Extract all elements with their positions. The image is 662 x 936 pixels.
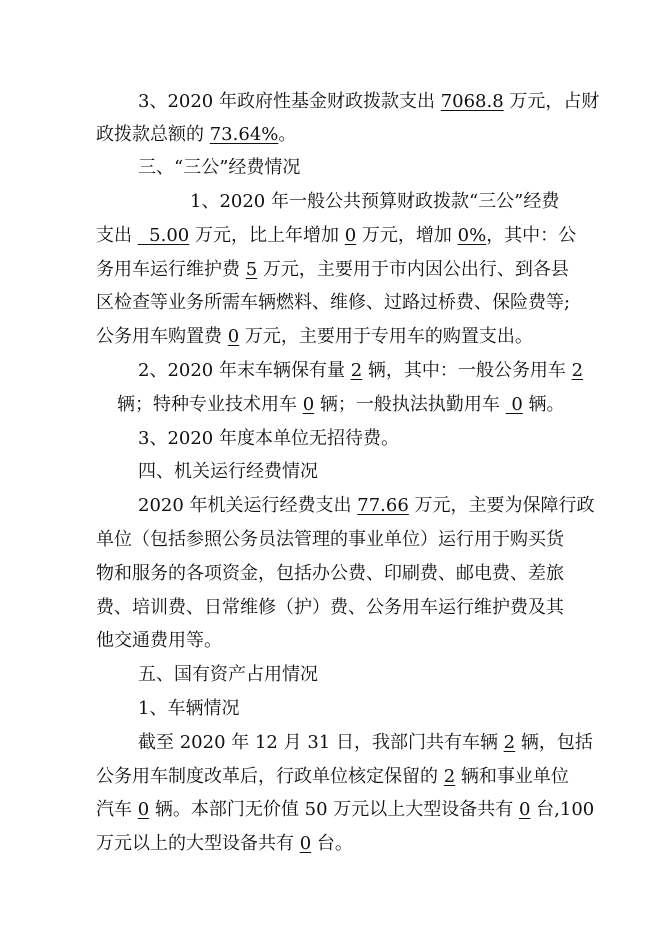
text: 政拨款总额的 [96,124,210,145]
line-operating-cost-3: 物和服务的各项资金，包括办公费、印刷费、邮电费、差旅 [96,563,564,584]
value-increase-amount: 0 [344,225,357,246]
line-operating-cost-4: 费、培训费、日常维修（护）费、公务用车运行维护费及其 [96,597,564,618]
value-general-vehicles: 2 [571,360,584,381]
text: 辆；一般执法执勤用车 [314,394,506,415]
text: 辆；特种专业技术用车 [117,394,303,415]
value-vehicle-total: 2 [350,360,363,381]
text: 2、2020 年末车辆保有量 [138,360,351,381]
line-three-public-4: 区检查等业务所需车辆燃料、维修、过路过桥费、保险费等; [96,292,571,313]
value-special-vehicles: 0 [302,394,315,415]
text: 支出 [96,225,138,246]
text: 万元以上的大型设备共有 [96,833,300,854]
text: 万元，主要用于专用车的购置支出。 [239,326,533,347]
text: 公务用车购置费 [96,326,228,347]
text: 万元，主要用于市内因公出行、到各县 [257,259,569,280]
line-assets-3 [0,798,662,822]
section-heading-three-public: 三、“三公”经费情况 [138,157,301,178]
text: 截至 2020 年 12 月 31 日，我部门共有车辆 [138,732,504,753]
line-operating-cost-5: 他交通费用等。 [96,630,222,651]
text: 辆。本部门无价值 50 万元以上大型设备共有 [149,799,519,820]
text: 万元，占财 [503,91,600,112]
text: 万元，增加 [356,225,458,246]
section-heading-operating-cost: 四、机关运行经费情况 [138,461,318,482]
text: 辆和事业单位 [455,766,569,787]
line-vehicle-count-1 [0,359,662,383]
section-heading-state-assets: 五、国有资产占用情况 [138,664,318,685]
value-increase-rate: 0% [457,225,487,246]
text: 万元，比上年增加 [189,225,345,246]
value-vehicle-maintenance: 5 [245,259,258,280]
line-operating-cost-2: 单位（包括参照公务员法管理的事业单位）运行用于购买货 [96,529,564,550]
line-govfund-expenditure [0,90,662,114]
value-public-institution-cars: 0 [137,799,150,820]
line-reception: 3、2020 年度本单位无招待费。 [138,428,399,449]
value-law-enforcement-vehicles: 0 [505,394,523,415]
text: 辆。 [522,394,565,415]
value-retained-vehicles: 2 [443,766,456,787]
value-equipment-over-100: 0 [299,833,312,854]
line-assets-2 [0,765,662,789]
line-operating-cost-1 [0,494,662,518]
line-three-public-5 [0,325,662,349]
line-three-public-3 [0,258,662,282]
text: 辆，其中：一般公务用车 [362,360,572,381]
subheading-vehicles: 1、车辆情况 [138,698,240,719]
text: 台,100 [530,799,595,820]
line-vehicle-count-2 [0,393,662,417]
text: 公务用车制度改革后，行政单位核定保留的 [96,766,444,787]
text: 2020 年机关运行经费支出 [138,495,358,516]
value-equipment-over-50: 0 [518,799,531,820]
text: ，其中：公 [486,225,577,246]
text: 万元，主要为保障行政 [408,495,595,516]
line-assets-4 [0,832,662,856]
value-vehicle-purchase: 0 [227,326,240,347]
value-operating-cost: 77.66 [357,495,409,516]
text: 3、2020 年政府性基金财政拨款支出 [138,91,441,112]
text: 汽车 [96,799,138,820]
value-three-public-total: 5.00 [137,225,190,246]
text: 台。 [311,833,353,854]
line-three-public-1: 1、2020 年一般公共预算财政拨款“三公”经费 [190,191,560,212]
value-govfund-share: 73.64% [209,124,279,145]
text: 务用车运行维护费 [96,259,246,280]
text: 。 [278,124,297,145]
value-govfund-amount: 7068.8 [440,91,504,112]
line-govfund-share [0,123,662,147]
line-assets-1 [0,731,662,755]
text: 辆，包括 [515,732,593,753]
value-department-vehicles: 2 [503,732,516,753]
line-three-public-2 [0,224,662,248]
